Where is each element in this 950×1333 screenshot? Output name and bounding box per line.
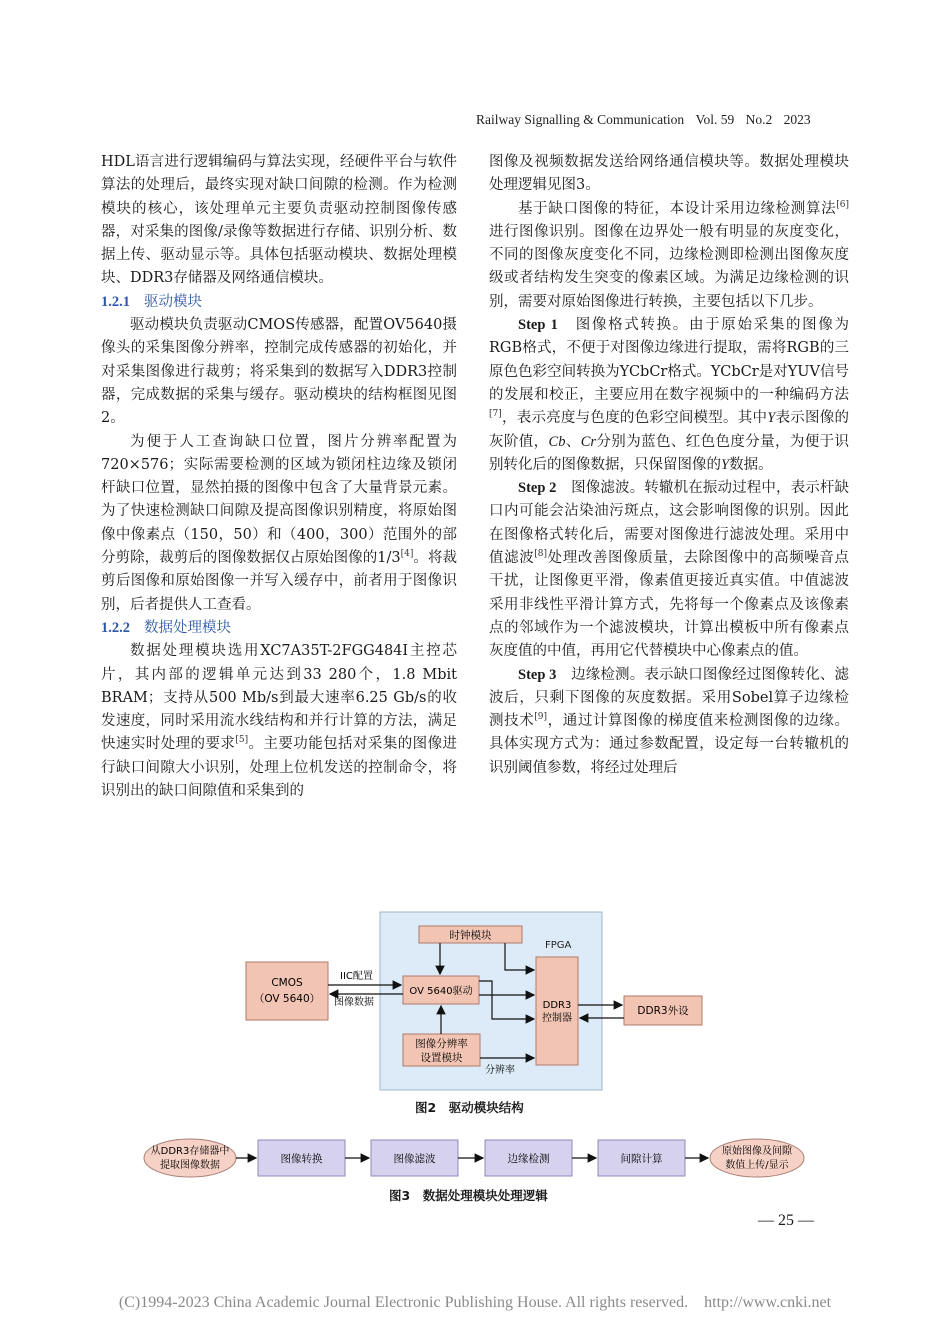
- journal-volume: Vol. 59: [695, 112, 735, 127]
- journal-year: 2023: [783, 112, 811, 127]
- resolution-setting-label-2: 设置模块: [420, 1052, 463, 1064]
- step-image-conversion-label: 图像转换: [280, 1153, 323, 1165]
- section-heading-1-2-2: [101, 617, 457, 640]
- paragraph-step-1: Step 1 图像格式转换。由于原始采集的图像为RGB格式，不便于对图像边缘进行提取，需将RGB的三原色色彩空间转换为YCbCr格式。YCbCr是对YUV信号的发展和校正，主要应用在数字视频中的一种编码方法[7]，表示亮度与色度的色彩空间模型。其中Y表示图像的灰阶值，Cb、Cr分别为蓝色、红色色度分量，为便于识别转化后的图像数据，只保留图像的Y数据。: [489, 317, 850, 473]
- start-label-2: 提取图像数据: [160, 1160, 220, 1171]
- step-gap-calculation-label: 间隙计算: [620, 1153, 663, 1165]
- section-title: 驱动模块: [144, 293, 202, 310]
- left-column: [101, 151, 457, 803]
- start-label: 从DDR3存储器中: [150, 1146, 230, 1157]
- citation: [9]: [534, 712, 548, 723]
- step-label: Step 1: [518, 317, 558, 334]
- paragraph: 数据处理模块选用XC7A35T-2FGG484I主控芯片，其内部的逻辑单元达到33 280个，1.8 Mbit BRAM；支持从500 Mb/s到最大速率6.25 Gb/s的收发速度，同时采用流水线结构和并行计算的方法，满足快速实时处理的要求[5]。主要功能包括对采集的图像进行缺口间隙大小识别，处理上位机发送的控制命令，将识别出的缺口间隙值和采集到的: [101, 643, 458, 800]
- start-ellipse: [144, 1139, 236, 1177]
- figure-2-diagram: [240, 906, 710, 1096]
- cmos-label: CMOS: [271, 977, 303, 989]
- end-ellipse: [710, 1139, 804, 1177]
- image-data-label: 图像数据: [334, 997, 374, 1008]
- paragraph: 图像及视频数据发送给网络通信模块等。数据处理模块处理逻辑见图3。: [489, 154, 849, 194]
- resolution-label: 分辨率: [485, 1065, 515, 1076]
- section-title: 数据处理模块: [144, 619, 231, 636]
- figure-2-caption: 图2 驱动模块结构: [415, 1100, 524, 1115]
- section-number: 1.2.1: [101, 293, 130, 310]
- citation: [5]: [235, 735, 249, 746]
- citation: [7]: [489, 409, 502, 420]
- step-image-filter-label: 图像滤波: [393, 1153, 436, 1165]
- iic-config-label: IIC配置: [340, 971, 373, 982]
- ddr3-peripheral-label: DDR3外设: [637, 1005, 689, 1017]
- figure-3-caption: 图3 数据处理模块处理逻辑: [389, 1188, 548, 1203]
- end-label-2: 数值上传/显示: [725, 1160, 789, 1171]
- figure-3-diagram: [140, 1134, 810, 1184]
- cmos-model: （OV 5640）: [253, 993, 321, 1005]
- copyright-footer: (C)1994-2023 China Academic Journal Electronic Publishing House. All rights reserved. http://www.cnki.net: [118, 1294, 832, 1311]
- running-header: [476, 112, 834, 128]
- section-heading-1-2-1: [101, 291, 457, 314]
- ov5640-driver-label: OV 5640驱动: [409, 986, 473, 997]
- fpga-label: FPGA: [545, 940, 572, 951]
- citation: [4]: [400, 549, 414, 560]
- paragraph-step-3: Step 3 边缘检测。表示缺口图像经过图像转化、滤波后，只剩下图像的灰度数据。采用Sobel算子边缘检测技术[9]，通过计算图像的梯度值来检测图像的边缘。具体实现方式为：通过参数配置，设定每一台转辙机的识别阈值参数，将经过处理后: [489, 666, 850, 776]
- ddr3-controller-box: [536, 957, 578, 1065]
- cmos-box: [246, 962, 328, 1020]
- paragraph: HDL语言进行逻辑编码与算法实现，经硬件平台与软件算法的处理后，最终实现对缺口间隙的检测。作为检测模块的核心，该处理单元主要负责驱动控制图像传感器，对采集的图像/录像等数据进行存储、识别分析、数据上传、驱动显示等。具体包括驱动模块、数据处理模块、DDR3存储器及网络通信模块。: [101, 154, 457, 287]
- journal-name: Railway Signalling & Communication: [476, 112, 685, 127]
- paragraph: 基于缺口图像的特征，本设计采用边缘检测算法[6]进行图像识别。图像在边界处一般有明显的灰度变化，不同的图像灰度变化不同，边缘检测即检测出图像灰度级或者结构发生突变的像素区域。为满足边缘检测的识别，需要对原始图像进行转换，主要包括以下几步。: [489, 199, 849, 310]
- right-column: [489, 151, 849, 780]
- section-number: 1.2.2: [101, 619, 130, 636]
- page-number: — 25 —: [758, 1212, 814, 1229]
- resolution-setting-label: 图像分辨率: [415, 1038, 468, 1050]
- citation: [8]: [534, 549, 548, 560]
- paragraph: 驱动模块负责驱动CMOS传感器，配置OV5640摄像头的采集图像分辨率，控制完成传感器的初始化，并对采集图像进行裁剪；将采集到的数据写入DDR3控制器，完成数据的采集与缓存。驱动模块的结构框图见图2。: [101, 317, 457, 427]
- ddr3-controller-label-2: 控制器: [542, 1013, 572, 1024]
- step-label: Step 2: [518, 480, 557, 497]
- paragraph: 为便于人工查询缺口位置，图片分辨率配置为720×576；实际需要检测的区域为锁闭柱边缘及锁闭杆缺口位置，显然拍摄的图像中包含了大量背景元素。为了快速检测缺口间隙及提高图像识别精度，将原始图像中像素点（150，50）和（400，300）范围外的部分剪除，裁剪后的图像数据仅占原始图像的1/3[4]。将裁剪后图像和原始图像一并写入缓存中，前者用于图像识别，后者提供人工查看。: [101, 433, 457, 613]
- step-label: Step 3: [518, 666, 557, 683]
- end-label: 原始图像及间隙: [722, 1146, 792, 1157]
- clock-module-label: 时钟模块: [449, 929, 492, 942]
- paragraph-step-2: Step 2 图像滤波。转辙机在振动过程中，表示杆缺口内可能会沾染油污斑点，这会影响图像的识别。因此在图像格式转化后，需要对图像进行滤波处理。采用中值滤波[8]处理改善图像质量，去除图像中的高频噪音点干扰，让图像更平滑，像素值更接近真实值。中值滤波采用非线性平滑计算方式，先将每一个像素点及该像素点的邻域作为一个滤波模块，计算出模板中所有像素点灰度值的中值，再用它代替模块中心像素点的值。: [489, 480, 850, 660]
- citation: [6]: [836, 199, 849, 210]
- step-edge-detection-label: 边缘检测: [507, 1153, 550, 1165]
- journal-issue: No.2: [745, 112, 773, 127]
- ddr3-controller-label: DDR3: [542, 1000, 572, 1011]
